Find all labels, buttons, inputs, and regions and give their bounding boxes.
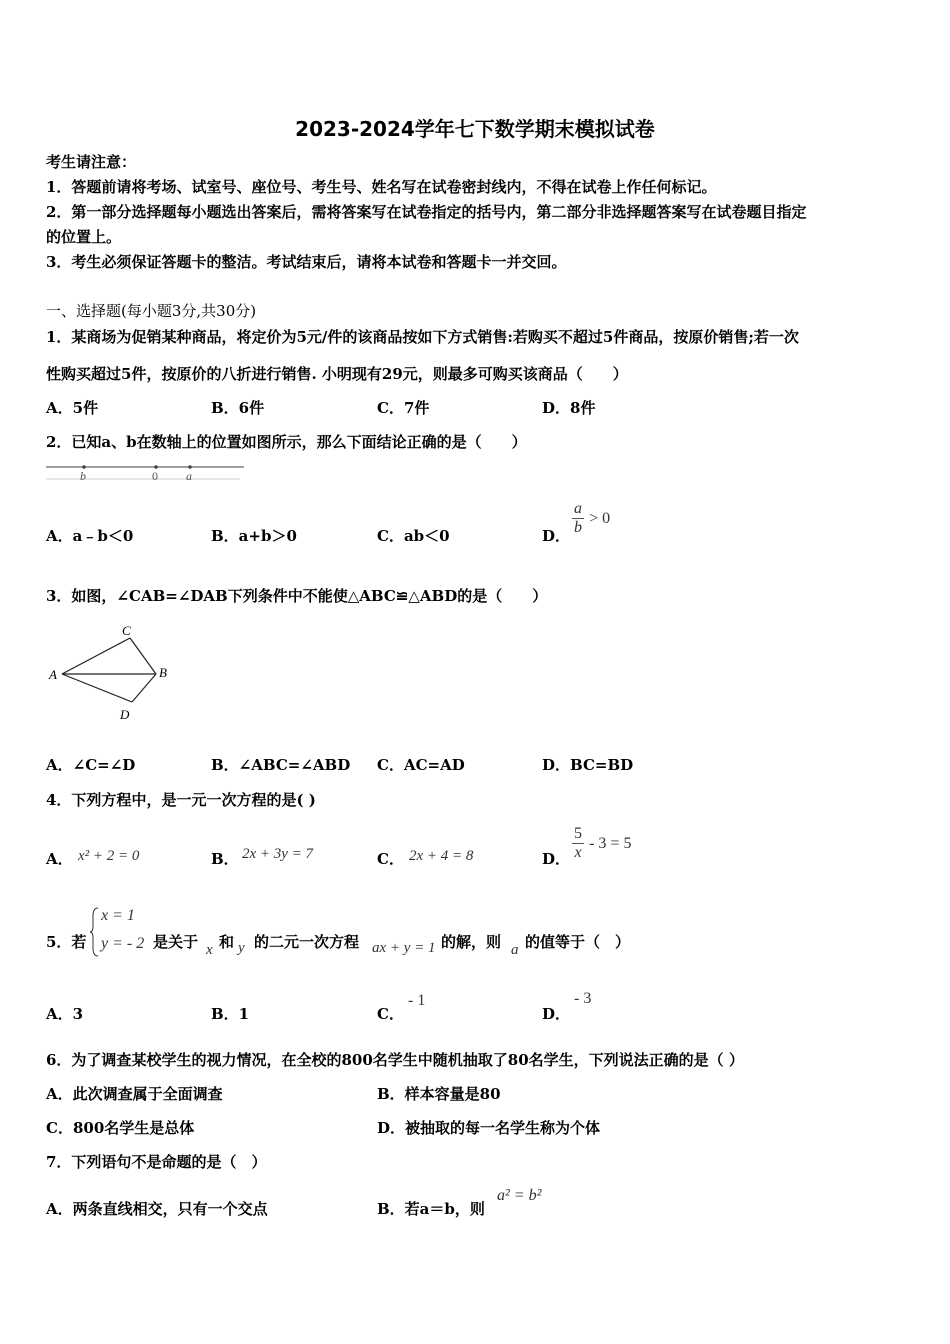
q1-option-b: B．6件 [211, 399, 265, 417]
point-d-label: D [120, 707, 130, 722]
q7-option-b: B．若a＝b，则 [377, 1200, 485, 1218]
point-c-label: C [122, 623, 131, 638]
q3-option-d: D．BC=BD [542, 756, 634, 774]
q5-equation: ax + y = 1 [372, 940, 436, 956]
q7-stem: 7．下列语句不是命题的是（ ） [46, 1153, 267, 1171]
q4-option-d-expr [572, 825, 631, 862]
axis-label-b: b [80, 469, 86, 483]
fraction-rest: - 3 = 5 [589, 835, 632, 852]
q5-text2: 和 [219, 933, 235, 951]
q3-option-a: A．∠C=∠D [46, 756, 136, 774]
q6-option-d: D．被抽取的每一名学生称为个体 [377, 1119, 601, 1137]
q2-option-c: C．ab＜0 [377, 527, 450, 545]
q5-option-d-value: - 3 [574, 990, 592, 1007]
q4-option-c-expr: 2x + 4 = 8 [409, 848, 474, 864]
fraction-numerator: a [574, 500, 582, 517]
q1-option-c: C．7件 [377, 399, 430, 417]
fraction-rest: > 0 [589, 510, 611, 527]
q1-stem-line1: 1．某商场为促销某种商品，将定价为5元/件的该商品按如下方式销售:若购买不超过5件商品，按原价销售;若一次 [46, 328, 799, 346]
q4-option-a-label: A． [46, 850, 73, 868]
q2-stem: 2．已知a、b在数轴上的位置如图所示，那么下面结论正确的是（ ） [46, 433, 527, 451]
q5-var-a: a [511, 942, 519, 958]
q7-option-a: A．两条直线相交，只有一个交点 [46, 1200, 268, 1218]
q4-option-a-expr: x² + 2 = 0 [78, 848, 140, 864]
q6-stem: 6．为了调查某校学生的视力情况，在全校的800名学生中随机抽取了80名学生，下列说法正确的是（ ） [46, 1051, 744, 1069]
q7-option-b-expr: a² = b² [497, 1187, 542, 1204]
q5-option-a: A．3 [46, 1005, 84, 1023]
fraction-denominator: b [574, 519, 582, 536]
q6-option-a: A．此次调查属于全面调查 [46, 1085, 223, 1103]
q4-stem: 4．下列方程中，是一元一次方程的是( ) [46, 791, 316, 809]
section-heading: 一、选择题(每小题3分,共30分) [46, 302, 257, 320]
q5-option-d: D． [542, 1005, 571, 1023]
q1-option-d: D．8件 [542, 399, 596, 417]
q5-option-b: B．1 [211, 1005, 250, 1023]
q6-option-b: B．样本容量是80 [377, 1085, 501, 1103]
notice-item: 的位置上。 [46, 228, 122, 246]
number-line-figure [44, 458, 244, 486]
q5-text5: 的值等于（ ） [525, 933, 631, 951]
q5-var-y: y [238, 940, 245, 956]
q5-text4: 的解，则 [441, 933, 502, 951]
fraction-denominator: x [574, 844, 582, 861]
axis-label-a: a [186, 469, 192, 483]
page-title: 2023-2024学年七下数学期末模拟试卷 [295, 117, 655, 141]
q2-option-b: B．a+b＞0 [211, 527, 297, 545]
q5-option-c: C． [377, 1005, 404, 1023]
system-brace-icon [90, 906, 100, 958]
q2-option-d [542, 526, 570, 546]
q5-text3: 的二元一次方程 [254, 933, 360, 951]
q3-option-c: C．AC=AD [377, 756, 465, 774]
q4-option-b-expr: 2x + 3y = 7 [242, 846, 314, 862]
fraction-numerator: 5 [574, 825, 582, 842]
notice-item: 1．答题前请将考场、试室号、座位号、考生号、姓名写在试卷密封线内，不得在试卷上作任何标记。 [46, 178, 717, 196]
q5-prefix: 5．若 [46, 933, 87, 951]
q5-system-eq1: x = 1 [101, 907, 135, 924]
q5-option-c-value: - 1 [408, 992, 426, 1009]
q1-stem-line2: 性购买超过5件，按原价的八折进行销售. 小明现有29元，则最多可购买该商品（ ） [46, 365, 628, 383]
q6-option-c: C．800名学生是总体 [46, 1119, 195, 1137]
q2-option-d-label: D． [542, 527, 571, 545]
q2-option-a: A．a﹣b＜0 [46, 527, 134, 545]
q3-option-b: B．∠ABC=∠ABD [211, 756, 351, 774]
q4-option-b-label: B． [211, 850, 239, 868]
q5-system-eq2: y = - 2 [101, 935, 145, 952]
point-b-label: B [159, 665, 167, 680]
q5-text1: 是关于 [153, 933, 199, 951]
q1-option-a: A．5件 [46, 399, 99, 417]
q5-var-x: x [206, 942, 213, 958]
q2-option-d-expr [572, 500, 610, 537]
q4-option-c-label: C． [377, 850, 404, 868]
point-a-label: A [49, 667, 57, 682]
notice-item: 2．第一部分选择题每小题选出答案后，需将答案写在试卷指定的括号内，第二部分非选择题答案写在试卷题目指定 [46, 203, 807, 221]
q3-stem: 3．如图，∠CAB=∠DAB下列条件中不能使△ABC≌△ABD的是（ ） [46, 587, 548, 605]
q4-option-d-label: D． [542, 850, 571, 868]
triangle-figure [44, 618, 184, 728]
notice-item: 3．考生必须保证答题卡的整洁。考试结束后，请将本试卷和答题卡一并交回。 [46, 253, 567, 271]
notice-heading: 考生请注意： [46, 153, 137, 171]
axis-label-zero: 0 [152, 469, 158, 483]
